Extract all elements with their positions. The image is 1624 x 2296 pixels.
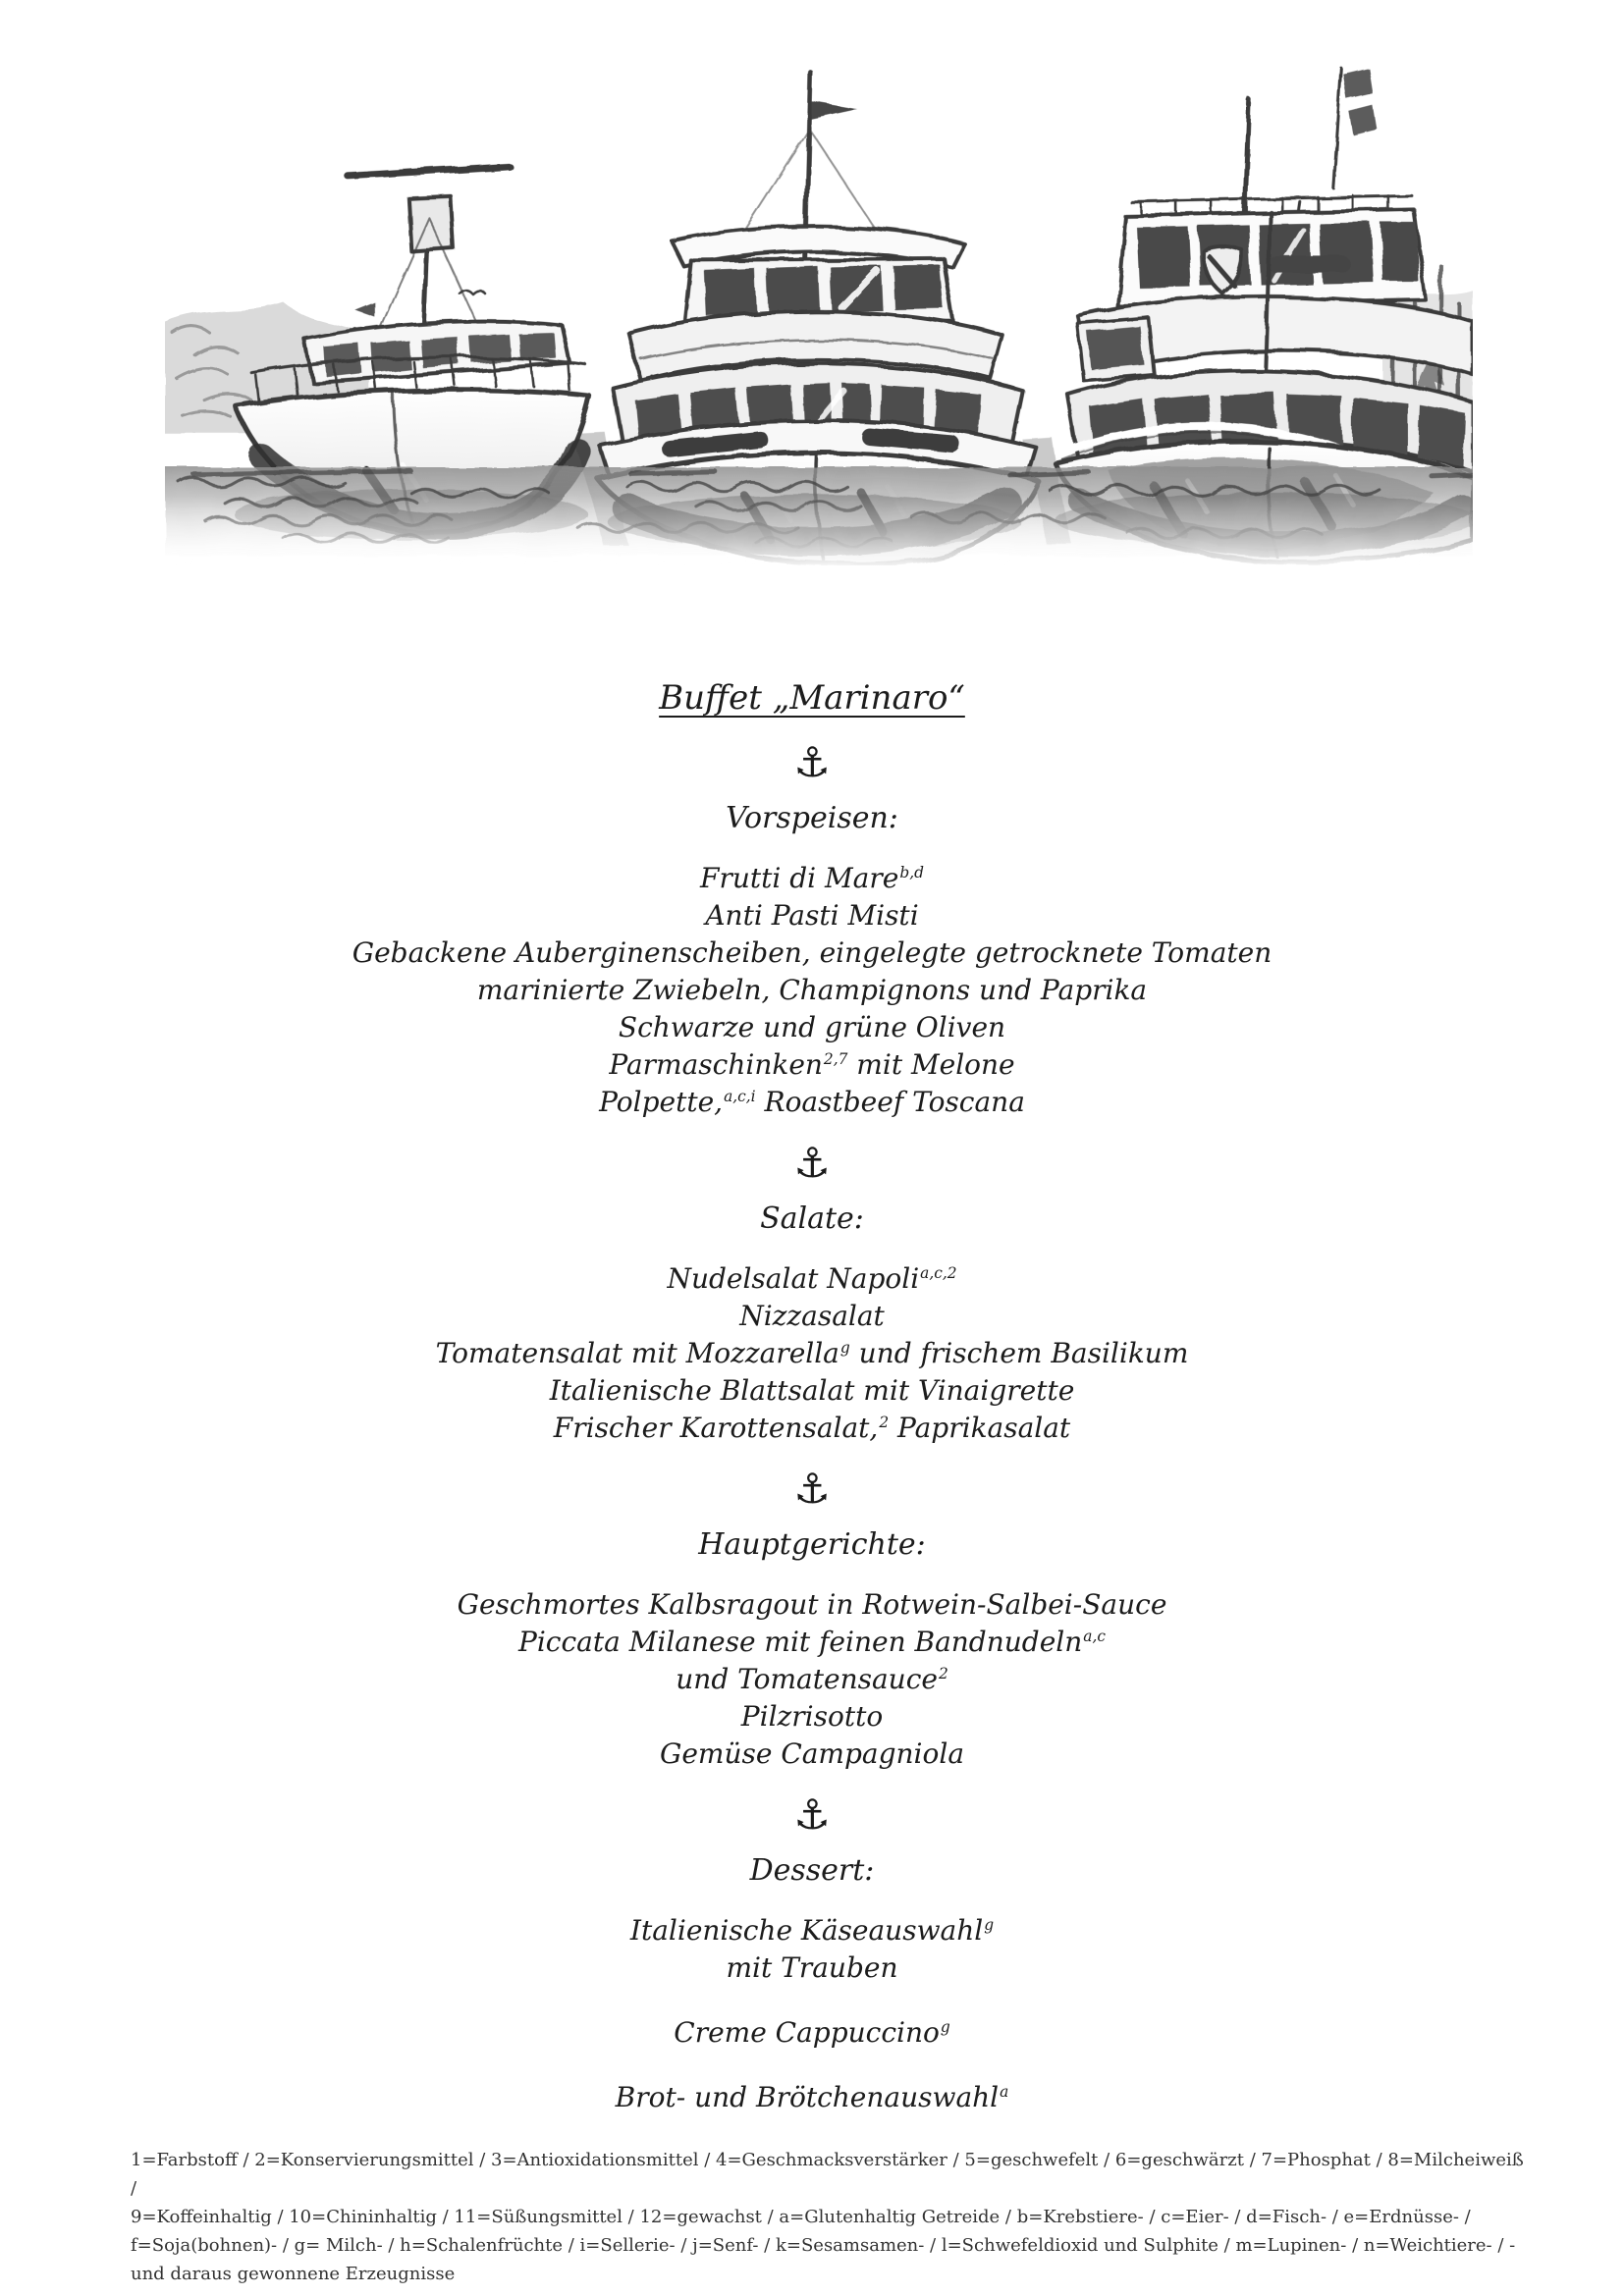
allergen-superscript: a,c,i: [724, 1087, 756, 1105]
section-heading-2: Salate:: [760, 1201, 864, 1236]
footnote-line: 9=Koffeinhaltig / 10=Chininhaltig / 11=Süßungsmittel / 12=gewachst / a=Glutenhaltig Getreide / b=Krebstiere- / c=Eier- / d=Fisch- / e=Erdnüsse- /: [131, 2207, 1471, 2227]
menu-item: marinierte Zwiebeln, Champignons und Paprika: [476, 974, 1148, 1006]
section-heading-4: Dessert:: [749, 1853, 875, 1888]
menu-item-group: [0, 1586, 1624, 1773]
allergen-superscript: a,c,2: [920, 1263, 957, 1282]
menu-item-group: [0, 2014, 1624, 2052]
menu-sections: [0, 740, 1624, 2116]
menu-item: Nudelsalat Napoli$^{a,c,2}$: [667, 1262, 957, 1295]
menu-item: Schwarze und grüne Oliven: [618, 1011, 1006, 1043]
footnote-line: 1=Farbstoff / 2=Konservierungsmittel / 3=Antioxidationsmittel / 4=Geschmacksverstärker / 5=geschwefelt / 6=geschwärzt / 7=Phosphat / 8=Milcheiweiß /: [131, 2150, 1524, 2199]
allergen-superscript: b,d: [899, 863, 924, 881]
allergen-superscript: a: [1000, 2082, 1009, 2101]
menu-title-row: [0, 675, 1624, 721]
menu-item-group: [0, 1260, 1624, 1447]
menu-item: Frutti di Mare$^{b,d}$: [700, 862, 924, 894]
menu-item: Parmaschinken$^{2,7}$ mit Melone: [609, 1048, 1015, 1081]
menu-item-group: [0, 860, 1624, 1121]
allergen-superscript: g: [839, 1338, 850, 1357]
menu-item: Gemüse Campagniola: [659, 1737, 965, 1770]
allergen-superscript: 2: [938, 1664, 948, 1682]
three-boats-sketch: [165, 8, 1473, 565]
anchor-divider-icon: ⚓: [793, 738, 831, 786]
menu-item-group: [0, 1912, 1624, 1987]
menu-item: Italienische Käseauswahl$^g$: [629, 1914, 995, 1947]
allergen-superscript: 2: [879, 1413, 890, 1431]
menu-item: Geschmortes Kalbsragout in Rotwein-Salbei-Sauce: [457, 1588, 1167, 1621]
allergen-superscript: g: [940, 2017, 950, 2036]
anchor-divider-icon: ⚓: [793, 1465, 831, 1513]
menu-item: Italienische Blattsalat mit Vinaigrette: [549, 1374, 1075, 1407]
menu-item: Nizzasalat: [739, 1300, 885, 1332]
menu-item: und Tomatensauce$^2$: [676, 1663, 948, 1695]
menu-item: Anti Pasti Misti: [705, 899, 919, 932]
menu-item: Brot- und Brötchenauswahl$^a$: [615, 2081, 1009, 2113]
menu-item-group: [0, 2079, 1624, 2116]
footnote-line: und daraus gewonnene Erzeugnisse: [131, 2264, 456, 2284]
menu-item: Piccata Milanese mit feinen Bandnudeln$^{a,c}$: [518, 1626, 1106, 1658]
footnotes: [131, 2146, 1525, 2288]
footnote-line: f=Soja(bohnen)- / g= Milch- / h=Schalenfrüchte / i=Sellerie- / j=Senf- / k=Sesamsamen- / l=Schwefeldioxid und Sulphite / m=Lupinen- / n=Weichtiere- / -: [131, 2235, 1516, 2256]
menu-item: Pilzrisotto: [740, 1700, 884, 1733]
menu-item: Creme Cappuccino$^g$: [674, 2016, 950, 2049]
menu-item: Gebackene Auberginenscheiben, eingelegte getrocknete Tomaten: [352, 936, 1272, 969]
menu-item: mit Trauben: [726, 1951, 898, 1984]
allergen-superscript: 2,7: [823, 1049, 848, 1068]
allergen-superscript: a,c: [1083, 1627, 1106, 1645]
menu-item: Frischer Karottensalat,$^2$ Paprikasalat: [553, 1412, 1071, 1444]
menu-body: [0, 675, 1624, 2116]
anchor-divider-icon: ⚓: [793, 1790, 831, 1839]
allergen-superscript: g: [984, 1915, 995, 1934]
menu-title: Buffet „Marinaro“: [659, 678, 965, 718]
boats-sketch-image: [165, 8, 1473, 565]
section-heading-1: Vorspeisen:: [726, 801, 898, 835]
anchor-divider-icon: ⚓: [793, 1139, 831, 1187]
menu-item: Polpette,$^{a,c,i}$ Roastbeef Toscana: [599, 1086, 1025, 1118]
menu-item: Tomatensalat mit Mozzarella$^g$ und frischem Basilikum: [435, 1337, 1189, 1369]
section-heading-3: Hauptgerichte:: [698, 1527, 926, 1562]
